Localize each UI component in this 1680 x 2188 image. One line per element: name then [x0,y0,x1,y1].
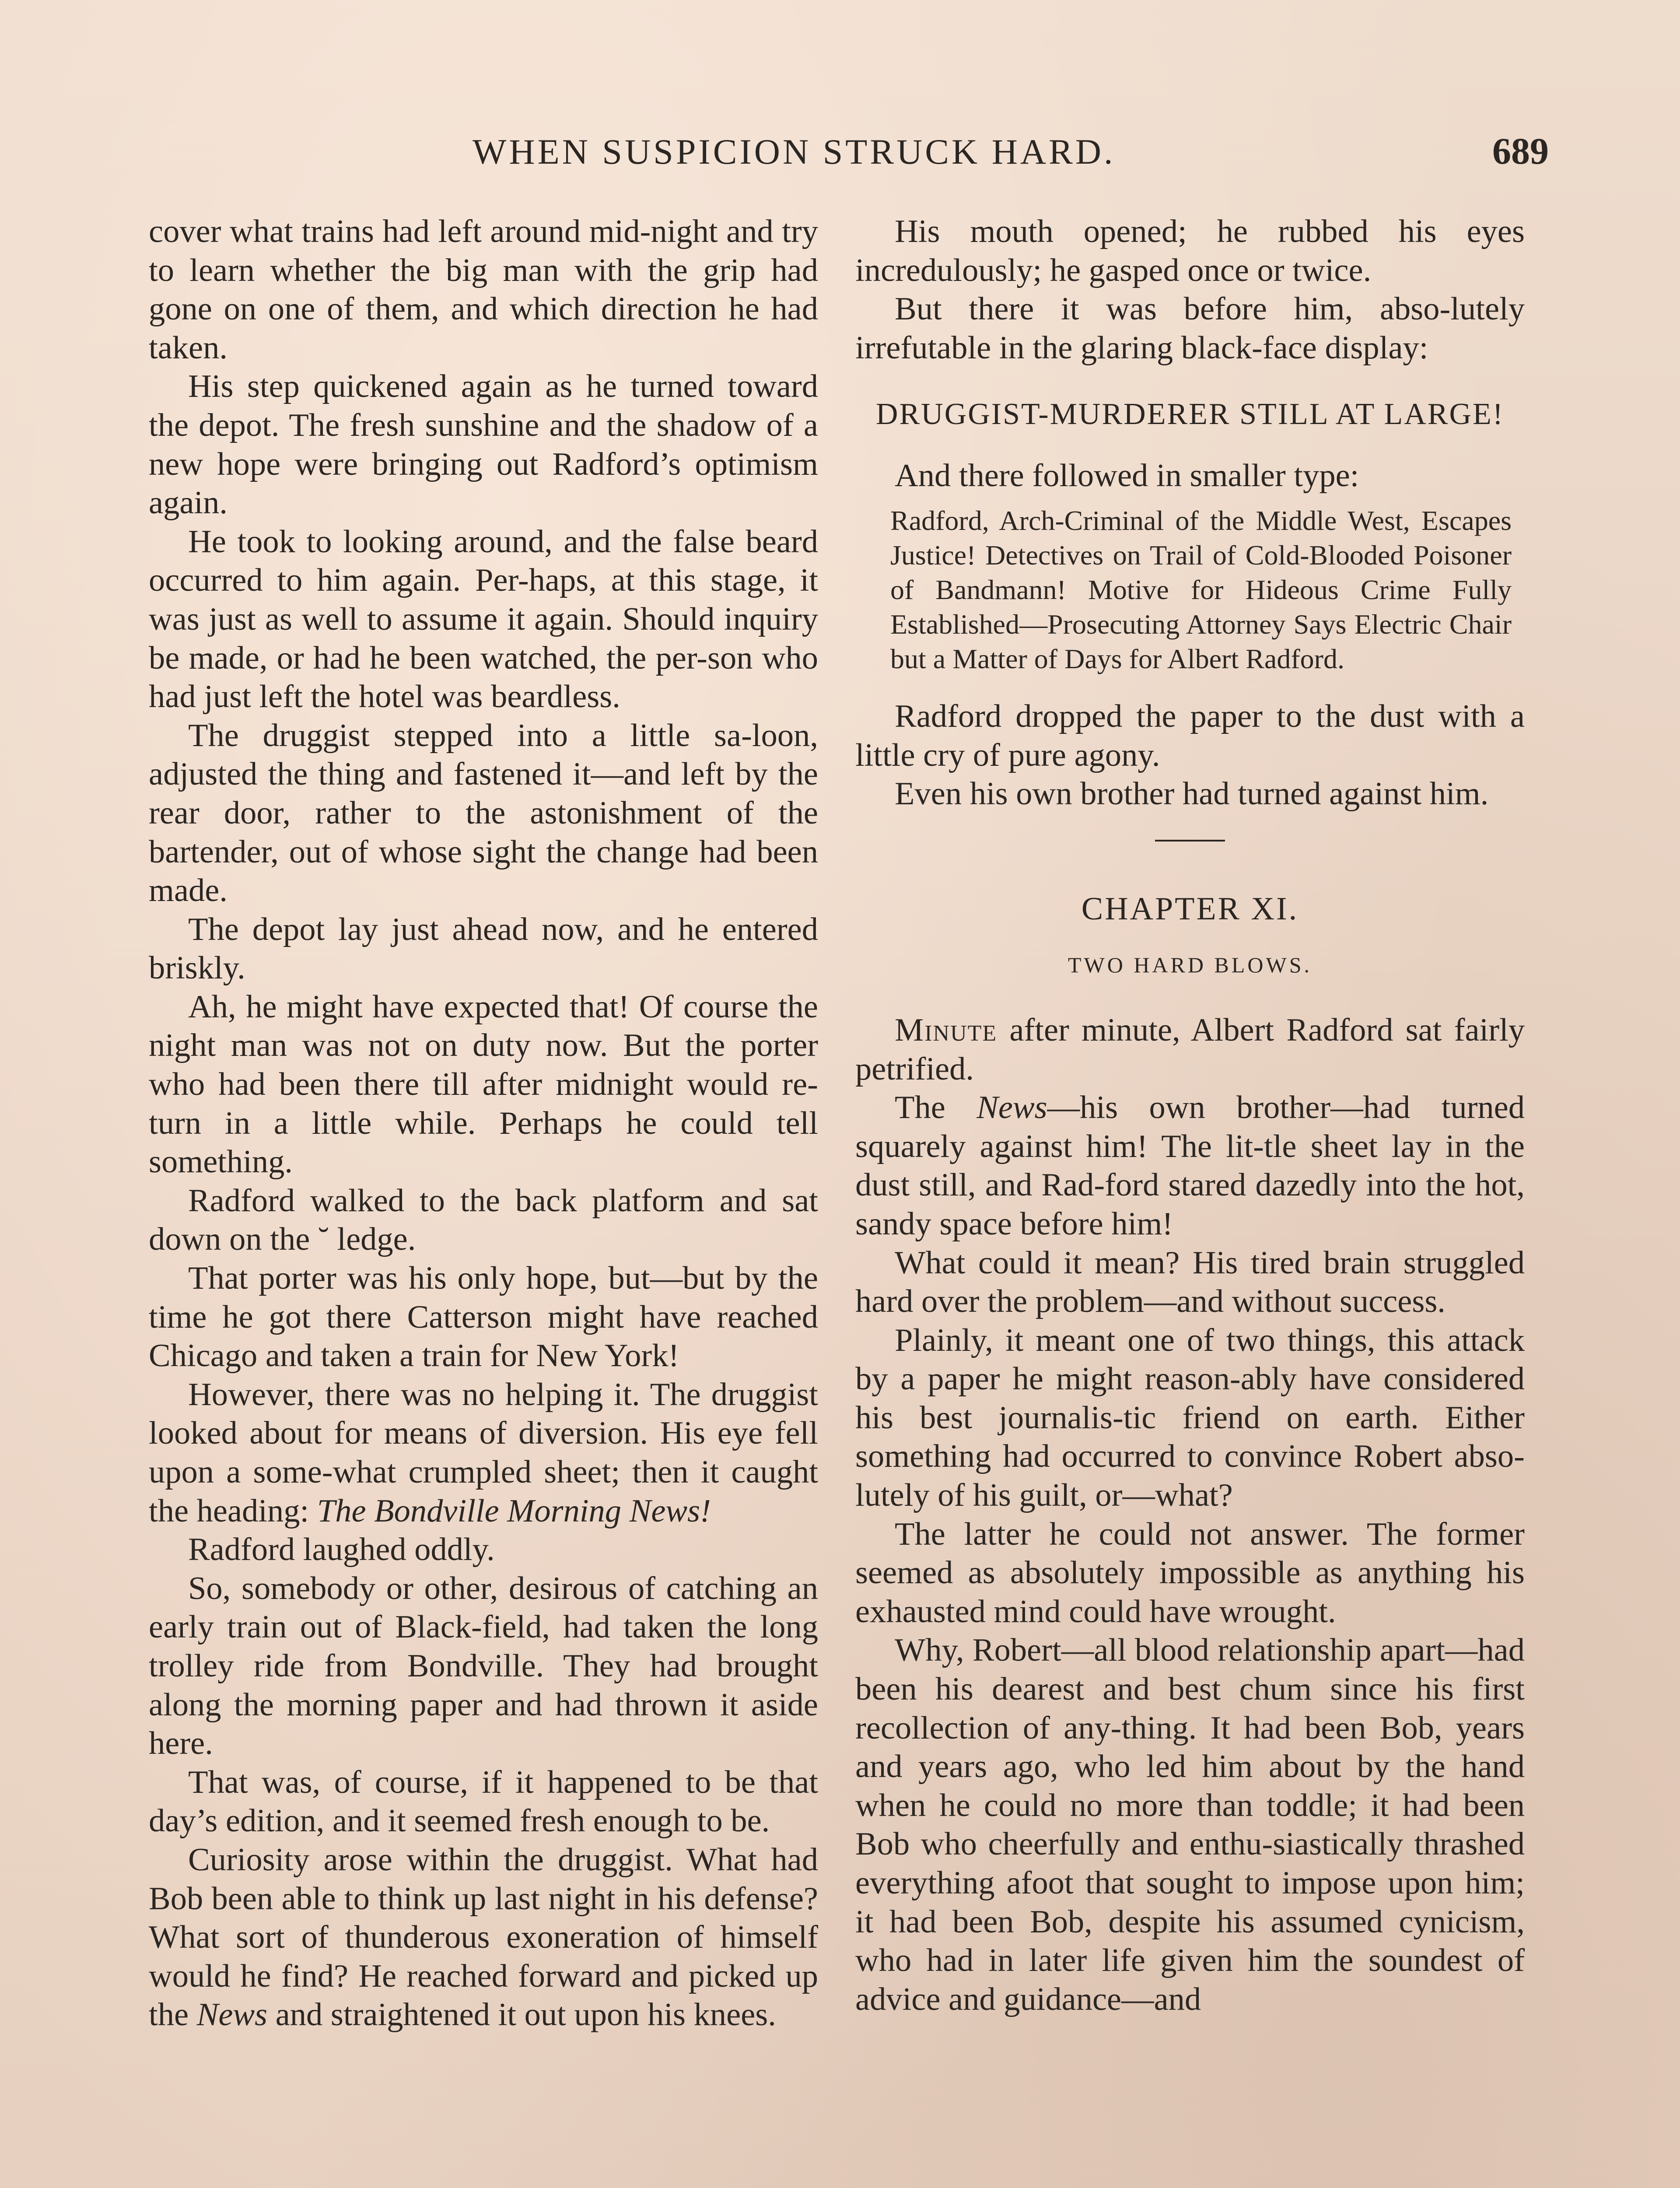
paragraph-text: The [895,1090,977,1126]
paragraph: The latter he could not answer. The former seemed as absolutely impossible as anything his exhausted mind could have wrought. [855,1516,1525,1630]
paragraph-text: and straightened it out upon his knees. [267,1997,776,2033]
newspaper-name: News [196,1997,268,2033]
paragraph: Plainly, it meant one of two things, this attack by a paper he might reason-ably have considered his best journalis-tic friend on earth. Either something had occurred to convince Robert abso-lutely of his guilt, or—what? [855,1322,1525,1514]
paragraph: Radford walked to the back platform and sat down on the ˘ ledge. [149,1182,818,1258]
paragraph: That porter was his only hope, but—but by the time he got there Catterson might have reached Chicago and taken a train for New York! [149,1260,818,1374]
paragraph: Ah, he might have expected that! Of course the night man was not on duty now. But the porter who had been there till after midnight would re-turn in a little while. Perhaps he could tell something. [149,989,818,1180]
newspaper-subheads: Radford, Arch-Criminal of the Middle West, Escapes Justice! Detectives on Trail of Cold-Blooded Poisoner of Bandmann! Motive for Hideous Crime Fully Established—Prosecuting Attorney Says Electric Chair but a Matter of Days for Albert Radford. [890,505,1512,674]
paragraph: Why, Robert—all blood relationship apart—had been his dearest and best chum since his first recollection of any-thing. It had been Bob, years and years ago, who led him about by the hand when he could no more than toddle; it had been Bob who cheerfully and enthu-siastically thrashed everything afoot that sought to impose upon him; it had been Bob, despite his assumed cynicism, who had in later life given him the soundest of advice and guidance—and [855,1632,1525,2017]
paragraph [149,1841,818,2034]
paragraph-text: Curiosity arose within the druggist. What had Bob been able to think up last night in his defense? What sort of thunderous exoneration of himself would he find? He reached forward and picked up the [149,1841,818,2033]
paragraph: Radford laughed oddly. [188,1532,495,1568]
newspaper-name: The Bondville Morning News! [317,1493,711,1529]
paragraph: The depot lay just ahead now, and he entered briskly. [149,911,818,986]
left-column [149,212,818,2034]
section-divider [1155,840,1225,842]
paragraph-text: —his own brother—had turned squarely against him! The lit-tle sheet lay in the dust still, and Rad-ford stared dazedly into the hot, sandy space before him! [855,1090,1525,1242]
paragraph [855,1011,1525,1088]
paragraph: That was, of course, if it happened to be that day’s edition, and it seemed fresh enough to be. [149,1764,818,1839]
paragraph: Even his own brother had turned against him. [895,776,1489,812]
page-number: 689 [1492,130,1549,172]
paragraph: What could it mean? His tired brain struggled hard over the problem—and without success. [855,1245,1525,1320]
paragraph: So, somebody or other, desirous of catching an early train out of Black-field, had taken the long trolley ride from Bondville. They had brought along the morning paper and had thrown it aside here. [149,1570,818,1762]
lead-word: Minute [895,1012,998,1048]
paragraph: cover what trains had left around mid-night and try to learn whether the big man with the grip had gone on one of them, and which direction he had taken. [149,214,818,366]
paragraph: The druggist stepped into a little sa-loon, adjusted the thing and fastened it—and left by the rear door, rather to the astonishment of the bartender, out of whose sight the change had been made. [149,717,818,909]
paragraph [855,1088,1525,1243]
paragraph [149,1375,818,1530]
chapter-title: CHAPTER XI. [1081,891,1299,927]
chapter-subtitle: TWO HARD BLOWS. [1068,953,1312,978]
paragraph: And there followed in smaller type: [895,458,1359,494]
paragraph: His mouth opened; he rubbed his eyes incredulously; he gasped once or twice. [855,214,1525,288]
newspaper-name: News [976,1090,1047,1126]
paragraph: He took to looking around, and the false beard occurred to him again. Per-haps, at this stage, it was just as well to assume it again. Should inquiry be made, or had he been watched, the per-son who had just left the hotel was beardless. [149,523,818,715]
paragraph-text: However, there was no helping it. The druggist looked about for means of diversion. His eye fell upon a some-what crumpled sheet; then it caught the heading: [149,1376,818,1529]
paragraph: But there it was before him, abso-lutely irrefutable in the glaring black-face display: [855,291,1525,366]
running-head: WHEN SUSPICION STRUCK HARD. [472,132,1116,172]
paragraph: Radford dropped the paper to the dust with a little cry of pure agony. [855,698,1525,773]
right-column [855,212,1525,2019]
newspaper-headline: DRUGGIST-MURDERER STILL AT LARGE! [875,397,1505,431]
paragraph-text: after minute, Albert Radford sat fairly petrified. [855,1012,1525,1087]
paragraph: His step quickened again as he turned toward the depot. The fresh sunshine and the shadow of a new hope were bringing out Radford’s optimism again. [149,368,818,521]
